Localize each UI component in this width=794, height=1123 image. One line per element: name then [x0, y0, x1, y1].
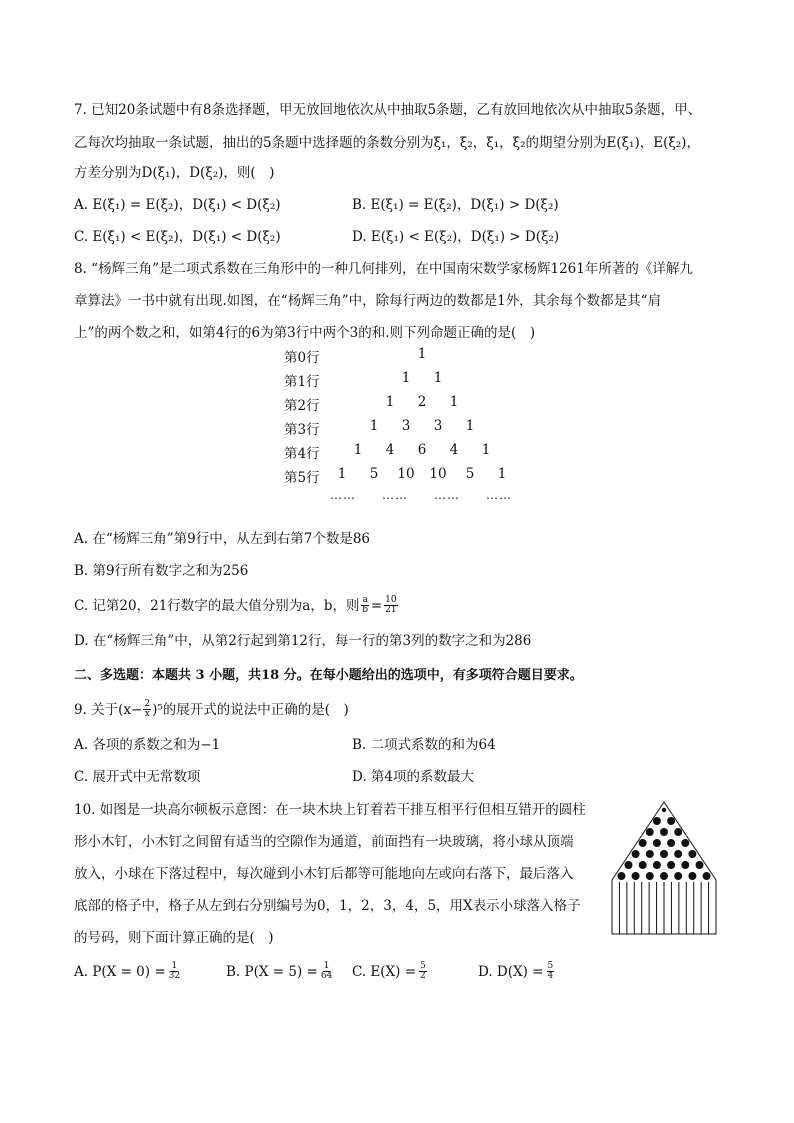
q7-stem-line2: 乙每次均抽取一条试题，抽出的5条题中选择题的条数分别为ξ₁，ξ₂，ξ₁，ξ₂的期望分别为E(ξ₁)，E(ξ₂)，: [74, 135, 700, 151]
q9-fraction: [143, 700, 151, 719]
fraction-denominator: 64: [320, 971, 333, 981]
q8-option-c-text: C. 记第20，21行数字的最大值分别为a，b，则: [74, 597, 360, 614]
q10-option-d: [478, 962, 554, 981]
q10-stem-line4: 底部的格子中，格子从左到右分别编号为0，1，2，3，4，5，用X表示小球落入格子: [74, 898, 581, 914]
galton-peg: [639, 839, 647, 847]
triangle-number: 1: [337, 466, 347, 482]
galton-peg: [696, 861, 704, 869]
galton-peg: [660, 872, 668, 880]
q9-stem: [74, 700, 349, 719]
section-title-multiple-choice: 二、多选题：本题共 3 小题，共18 分。在每小题给出的选项中，有多项符合题目要求。: [74, 668, 583, 683]
triangle-number: 1: [369, 418, 379, 434]
triangle-number: 4: [385, 442, 395, 458]
triangle-number: 1: [497, 466, 507, 482]
galton-peg: [653, 861, 661, 869]
triangle-number: 1: [401, 370, 411, 386]
galton-peg: [639, 861, 647, 869]
q9-option-c: C. 展开式中无常数项: [74, 769, 201, 785]
galton-peg: [646, 872, 654, 880]
galton-peg: [617, 872, 625, 880]
q10-option-c-text: C. E(X) =: [352, 963, 417, 980]
q10-stem-line2: 形小木钉，小木钉之间留有适当的空隙作为通道，前面挡有一块玻璃，将小球从顶端: [74, 834, 574, 850]
galton-peg: [674, 872, 682, 880]
galton-peg: [632, 850, 640, 858]
galton-peg: [667, 839, 675, 847]
galton-peg: [632, 872, 640, 880]
triangle-number: 1: [433, 370, 443, 386]
triangle-number: 3: [433, 418, 443, 434]
galton-peg: [660, 828, 668, 836]
q9-option-d: D. 第4项的系数最大: [352, 769, 475, 785]
q8-option-a: A. 在“杨辉三角”第9行中，从左到右第7个数是86: [74, 531, 370, 547]
q7-option-b: B. E(ξ₁) = E(ξ₂)，D(ξ₁) > D(ξ₂): [352, 197, 559, 213]
triangle-number: 1: [481, 442, 491, 458]
fraction-denominator: 21: [385, 605, 397, 615]
q8-stem-line1: 8. “杨辉三角”是二项式系数在三角形中的一种几何排列，在中国南宋数学家杨辉1261年所著的《详解九: [74, 261, 693, 277]
triangle-row-label: 第1行: [284, 374, 320, 390]
triangle-row-label: 第4行: [284, 446, 320, 462]
fraction-numerator: 1: [323, 961, 330, 971]
fraction-numerator: 5: [547, 961, 554, 971]
triangle-row-label: 第5行: [284, 470, 320, 486]
q10-option-a-fraction: [169, 962, 180, 981]
triangle-number: 2: [417, 394, 427, 410]
ratio-denominator: b: [362, 605, 369, 615]
galton-peg: [688, 872, 696, 880]
q10-option-a: [74, 962, 180, 981]
q7-option-c: C. E(ξ₁) < E(ξ₂)，D(ξ₁) < D(ξ₂): [74, 229, 281, 245]
q8-option-c-ratio: [361, 596, 368, 615]
q8-option-c-fraction: [384, 596, 397, 615]
galton-peg: [674, 828, 682, 836]
q10-option-a-text: A. P(X = 0) =: [74, 963, 166, 980]
fraction-denominator: 2: [420, 971, 426, 981]
triangle-number: 1: [353, 442, 363, 458]
ratio-numerator: a: [362, 595, 368, 605]
galton-peg: [653, 839, 661, 847]
galton-board-pegs: [617, 808, 710, 880]
fraction-numerator: 1: [171, 961, 178, 971]
triangle-number: 6: [417, 442, 427, 458]
q7-option-d: D. E(ξ₁) < E(ξ₂)，D(ξ₁) > D(ξ₂): [352, 229, 560, 245]
q8-option-d: D. 在“杨辉三角”中，从第2行起到第12行，每一行的第3列的数字之和为286: [74, 633, 532, 649]
q8-option-c: [74, 596, 400, 615]
q10-stem-line1: 10. 如图是一块高尔顿板示意图：在一块木块上钉着若干排互相平行但相互错开的圆柱: [74, 802, 586, 818]
triangle-row-label: 第2行: [284, 398, 320, 414]
q10-option-b: [226, 962, 332, 981]
q7-option-a: A. E(ξ₁) = E(ξ₂)，D(ξ₁) < D(ξ₂): [74, 197, 281, 213]
q10-option-b-text: B. P(X = 5) =: [226, 963, 318, 980]
triangle-number: 1: [385, 394, 395, 410]
q9-stem-suffix: )⁵的展开式的说法中正确的是( ): [152, 701, 349, 718]
fraction-denominator: 32: [168, 971, 181, 981]
q8-option-c-equals: =: [370, 597, 383, 614]
fraction-denominator: 4: [547, 971, 554, 981]
triangle-number: 5: [369, 466, 379, 482]
triangle-number: 1: [449, 394, 459, 410]
q10-option-c: [352, 962, 427, 981]
triangle-number: 4: [449, 442, 459, 458]
q10-option-d-fraction: [547, 962, 555, 981]
q10-stem-line5: 的号码，则下面计算正确的是( ): [74, 930, 274, 946]
fraction-numerator: 10: [385, 595, 397, 605]
galton-peg: [653, 817, 661, 825]
galton-peg: [660, 850, 668, 858]
galton-peg: [688, 850, 696, 858]
fraction-numerator: 2: [144, 699, 151, 709]
triangle-number: 10: [429, 466, 447, 482]
q9-option-b: B. 二项式系数的和为64: [352, 737, 496, 753]
fraction-denominator: x: [144, 709, 150, 719]
galton-peg: [667, 861, 675, 869]
q8-stem-line3: 上”的两个数之和，如第4行的6为第3行中两个3的和.则下列命题正确的是( ): [74, 325, 536, 341]
galton-peg: [667, 817, 675, 825]
triangle-number: 5: [465, 466, 475, 482]
q10-option-d-text: D. D(X) =: [478, 963, 544, 980]
q7-stem-line3: 方差分别为D(ξ₁)，D(ξ₂)，则( ): [74, 165, 275, 181]
triangle-number: 3: [401, 418, 411, 434]
q8-stem-line2: 章算法》一书中就有出现.如图，在“杨辉三角”中，除每行两边的数都是1外，其余每个数都是其“肩: [74, 293, 662, 309]
q7-stem-line1: 7. 已知20条试题中有8条选择题，甲无放回地依次从中抽取5条题，乙有放回地依次从中抽取5条题，甲、: [74, 102, 702, 118]
galton-peg: [646, 850, 654, 858]
q10-option-b-fraction: [321, 962, 332, 981]
galton-peg: [662, 808, 666, 812]
triangle-row-label: 第0行: [284, 350, 320, 366]
q9-option-a: A. 各项的系数之和为−1: [74, 737, 221, 753]
q9-stem-prefix: 9. 关于(x−: [74, 701, 143, 718]
q10-option-c-fraction: [419, 962, 427, 981]
galton-peg: [681, 861, 689, 869]
galton-peg: [646, 828, 654, 836]
galton-peg: [625, 861, 633, 869]
fraction-numerator: 5: [420, 961, 426, 971]
triangle-row-label: 第3行: [284, 422, 320, 438]
triangle-ellipsis: …… …… …… ……: [330, 488, 513, 502]
galton-peg: [681, 839, 689, 847]
triangle-number: 1: [417, 346, 427, 362]
galton-peg: [674, 850, 682, 858]
galton-board-slots: [619, 882, 708, 934]
triangle-number: 1: [465, 418, 475, 434]
galton-peg: [703, 872, 711, 880]
galton-board-figure: [610, 800, 720, 936]
triangle-number: 10: [397, 466, 415, 482]
q10-stem-line3: 放入，小球在下落过程中，每次碰到小木钉后都等可能地向左或向右落下，最后落入: [74, 866, 574, 882]
q8-option-b: B. 第9行所有数字之和为256: [74, 563, 249, 579]
